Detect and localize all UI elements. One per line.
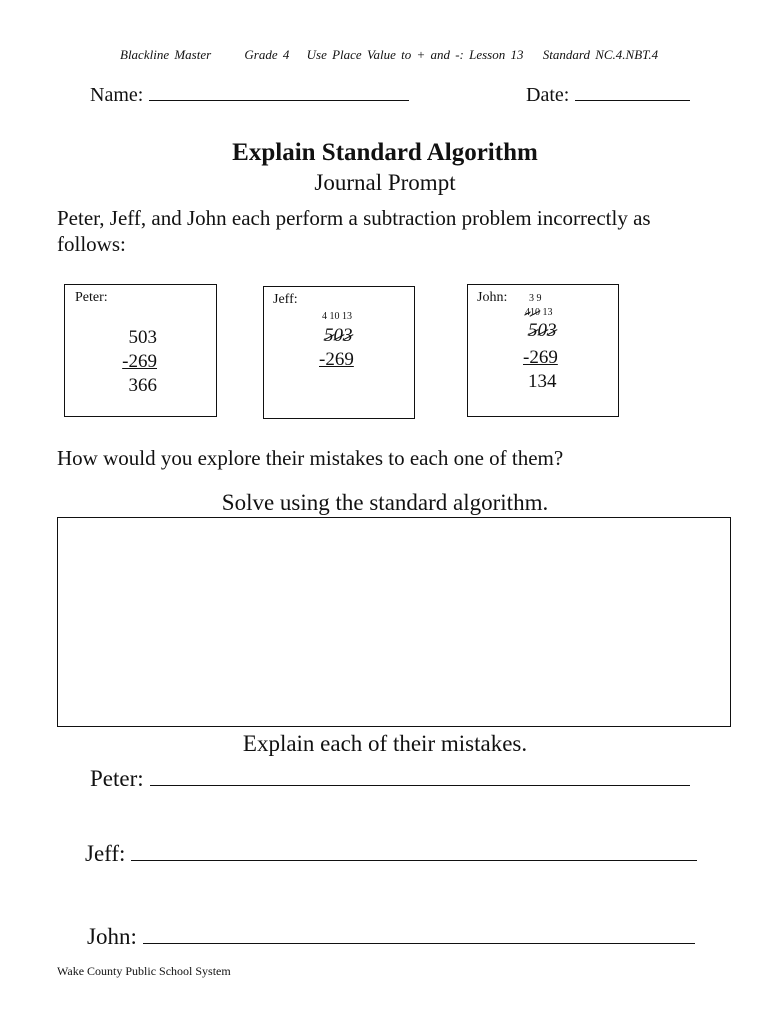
peter-example-box <box>64 284 217 417</box>
john-example-box <box>467 284 619 417</box>
jeff-box-label: Jeff: <box>273 292 298 307</box>
work-area-box[interactable] <box>57 517 731 727</box>
peter-top-number: 503 <box>128 327 157 348</box>
jeff-example-box <box>263 286 415 419</box>
date-blank[interactable] <box>575 85 690 101</box>
john-digit-tens: 0 <box>537 320 547 341</box>
answer-row-jeff[interactable] <box>85 841 697 867</box>
name-blank[interactable] <box>149 85 409 101</box>
answer-line-jeff[interactable] <box>131 843 697 861</box>
explain-heading: Explain each of their mistakes. <box>242 731 528 756</box>
jeff-top-number <box>324 324 353 348</box>
answer-label-peter: Peter: <box>90 766 144 791</box>
john-subtrahend: -269 <box>523 347 558 368</box>
date-label: Date: <box>526 84 570 106</box>
answer-label-john: John: <box>87 924 137 949</box>
john-regroup-middle <box>525 307 553 318</box>
name-label: Name: <box>90 84 144 106</box>
john-top-number <box>528 319 557 343</box>
jeff-digit-tens: 0 <box>333 325 343 346</box>
peter-result: 366 <box>128 375 157 396</box>
jeff-subtrahend: -269 <box>319 349 354 370</box>
answer-row-peter[interactable] <box>90 766 690 792</box>
date-field[interactable] <box>526 84 690 107</box>
john-regroup-struck-10: 10 <box>530 307 540 318</box>
jeff-digit-hundreds: 5 <box>324 325 334 346</box>
header-standard: Standard NC.4.NBT.4 <box>542 47 659 62</box>
john-regroup-13: 13 <box>542 307 553 318</box>
john-box-label: John: <box>477 290 508 305</box>
answer-label-jeff: Jeff: <box>85 841 126 866</box>
solve-heading: Solve using the standard algorithm. <box>221 490 549 515</box>
peter-subtrahend: -269 <box>122 351 157 372</box>
question-text: How would you explore their mistakes to each one of them? <box>57 446 564 470</box>
header-unit: Use Place Value to + and -: Lesson 13 <box>306 47 524 62</box>
page-title: Explain Standard Algorithm <box>232 139 538 166</box>
name-field[interactable] <box>90 84 409 107</box>
page-subtitle: Journal Prompt <box>314 170 456 195</box>
john-result: 134 <box>528 371 557 392</box>
header-line <box>120 47 686 63</box>
jeff-regroup-marks: 4 10 13 <box>322 311 352 322</box>
header-grade: Grade 4 <box>244 47 290 62</box>
john-regroup-top: 3 9 <box>529 293 542 304</box>
intro-paragraph: Peter, Jeff, and John each perform a subtraction problem incorrectly as follows: <box>57 206 651 256</box>
answer-row-john[interactable] <box>87 924 695 950</box>
footer-text: Wake County Public School System <box>57 964 231 978</box>
john-digit-hundreds: 5 <box>528 320 538 341</box>
answer-line-john[interactable] <box>143 926 695 944</box>
peter-box-label: Peter: <box>75 290 108 305</box>
answer-line-peter[interactable] <box>150 768 690 786</box>
john-regroup-struck-4: 4 <box>525 307 530 318</box>
header-master: Blackline Master <box>120 47 212 62</box>
jeff-digit-ones: 3 <box>343 325 353 346</box>
john-digit-ones: 3 <box>547 320 557 341</box>
